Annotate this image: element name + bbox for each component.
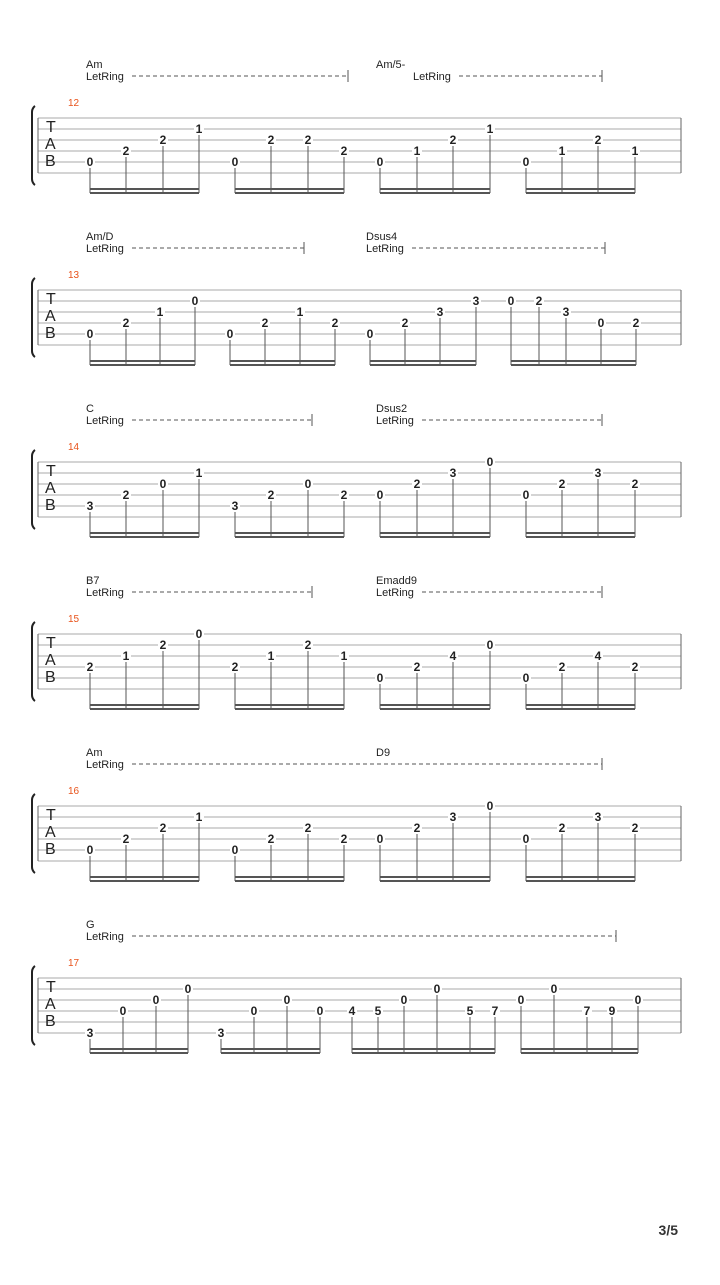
clef-t: T bbox=[46, 119, 56, 136]
fret-number: 4 bbox=[348, 1004, 356, 1018]
fret-number: 2 bbox=[267, 488, 275, 502]
fret-number: 1 bbox=[195, 122, 203, 136]
fret-number: 3 bbox=[562, 305, 570, 319]
fret-number: 2 bbox=[231, 660, 239, 674]
fret-number: 0 bbox=[376, 832, 384, 846]
fret-number: 0 bbox=[522, 488, 530, 502]
fret-number: 1 bbox=[340, 649, 348, 663]
let-ring-label: LetRing bbox=[86, 243, 124, 255]
fret-number: 4 bbox=[449, 649, 457, 663]
chord-name: D9 bbox=[376, 747, 391, 759]
fret-number: 0 bbox=[184, 982, 192, 996]
fret-number: 2 bbox=[558, 821, 566, 835]
chord-name: Am bbox=[86, 747, 103, 759]
fret-number: 3 bbox=[436, 305, 444, 319]
fret-number: 3 bbox=[231, 499, 239, 513]
fret-number: 0 bbox=[550, 982, 558, 996]
fret-number: 0 bbox=[191, 294, 199, 308]
clef-t: T bbox=[46, 291, 56, 308]
fret-number: 1 bbox=[267, 649, 275, 663]
fret-number: 1 bbox=[122, 649, 130, 663]
clef-a: A bbox=[45, 996, 56, 1013]
clef-a: A bbox=[45, 480, 56, 497]
fret-number: 1 bbox=[156, 305, 164, 319]
chord-name: Dsus2 bbox=[376, 403, 408, 415]
let-ring-label: LetRing bbox=[366, 243, 404, 255]
fret-number: 3 bbox=[594, 810, 602, 824]
fret-number: 0 bbox=[433, 982, 441, 996]
fret-number: 0 bbox=[86, 327, 94, 341]
fret-number: 0 bbox=[486, 799, 494, 813]
clef-b: B bbox=[45, 841, 56, 858]
system-bracket bbox=[32, 794, 35, 873]
clef-a: A bbox=[45, 652, 56, 669]
fret-number: 2 bbox=[631, 821, 639, 835]
fret-number: 0 bbox=[522, 832, 530, 846]
fret-number: 1 bbox=[195, 466, 203, 480]
let-ring-label: LetRing bbox=[86, 587, 124, 599]
fret-number: 0 bbox=[522, 155, 530, 169]
bar-number: 17 bbox=[68, 958, 80, 969]
fret-number: 2 bbox=[159, 638, 167, 652]
let-ring-label: LetRing bbox=[376, 415, 414, 427]
fret-number: 2 bbox=[304, 638, 312, 652]
fret-number: 2 bbox=[261, 316, 269, 330]
fret-number: 0 bbox=[86, 155, 94, 169]
fret-number: 0 bbox=[250, 1004, 258, 1018]
clef-a: A bbox=[45, 136, 56, 153]
fret-number: 1 bbox=[195, 810, 203, 824]
clef-t: T bbox=[46, 635, 56, 652]
fret-number: 0 bbox=[486, 638, 494, 652]
fret-number: 2 bbox=[632, 316, 640, 330]
bar-number: 12 bbox=[68, 98, 80, 109]
fret-number: 0 bbox=[486, 455, 494, 469]
fret-number: 1 bbox=[558, 144, 566, 158]
fret-number: 0 bbox=[231, 843, 239, 857]
fret-number: 0 bbox=[152, 993, 160, 1007]
let-ring-label: LetRing bbox=[86, 71, 124, 83]
chord-name: Dsus4 bbox=[366, 231, 398, 243]
fret-number: 0 bbox=[226, 327, 234, 341]
fret-number: 0 bbox=[400, 993, 408, 1007]
fret-number: 2 bbox=[122, 316, 130, 330]
fret-number: 0 bbox=[507, 294, 515, 308]
fret-number: 2 bbox=[413, 477, 421, 491]
fret-number: 2 bbox=[304, 133, 312, 147]
chord-name: Am/D bbox=[86, 231, 114, 243]
fret-number: 2 bbox=[401, 316, 409, 330]
fret-number: 2 bbox=[558, 477, 566, 491]
bar-number: 13 bbox=[68, 270, 80, 281]
system-bracket bbox=[32, 622, 35, 701]
fret-number: 2 bbox=[122, 488, 130, 502]
fret-number: 0 bbox=[597, 316, 605, 330]
fret-number: 2 bbox=[449, 133, 457, 147]
fret-number: 1 bbox=[486, 122, 494, 136]
fret-number: 7 bbox=[491, 1004, 499, 1018]
fret-number: 2 bbox=[267, 832, 275, 846]
let-ring-label: LetRing bbox=[413, 71, 451, 83]
clef-b: B bbox=[45, 497, 56, 514]
fret-number: 7 bbox=[583, 1004, 591, 1018]
page-number: 3/5 bbox=[658, 1222, 678, 1238]
bar-number: 15 bbox=[68, 614, 80, 625]
bar-number: 16 bbox=[68, 786, 80, 797]
let-ring-label: LetRing bbox=[86, 415, 124, 427]
fret-number: 3 bbox=[449, 810, 457, 824]
fret-number: 0 bbox=[376, 671, 384, 685]
chord-name: Am/5- bbox=[376, 59, 406, 71]
fret-number: 5 bbox=[374, 1004, 382, 1018]
fret-number: 2 bbox=[594, 133, 602, 147]
system-bracket bbox=[32, 450, 35, 529]
fret-number: 0 bbox=[159, 477, 167, 491]
fret-number: 9 bbox=[608, 1004, 616, 1018]
fret-number: 0 bbox=[517, 993, 525, 1007]
chord-name: G bbox=[86, 919, 95, 931]
fret-number: 0 bbox=[376, 488, 384, 502]
fret-number: 2 bbox=[122, 832, 130, 846]
fret-number: 3 bbox=[217, 1026, 225, 1040]
let-ring-label: LetRing bbox=[376, 587, 414, 599]
fret-number: 0 bbox=[522, 671, 530, 685]
fret-number: 2 bbox=[340, 488, 348, 502]
chord-name: C bbox=[86, 403, 94, 415]
chord-name: Am bbox=[86, 59, 103, 71]
fret-number: 2 bbox=[535, 294, 543, 308]
fret-number: 0 bbox=[195, 627, 203, 641]
let-ring-label: LetRing bbox=[86, 931, 124, 943]
fret-number: 2 bbox=[304, 821, 312, 835]
clef-b: B bbox=[45, 669, 56, 686]
fret-number: 0 bbox=[86, 843, 94, 857]
fret-number: 2 bbox=[340, 832, 348, 846]
fret-number: 2 bbox=[631, 660, 639, 674]
fret-number: 3 bbox=[86, 1026, 94, 1040]
fret-number: 0 bbox=[366, 327, 374, 341]
fret-number: 2 bbox=[558, 660, 566, 674]
fret-number: 2 bbox=[122, 144, 130, 158]
fret-number: 5 bbox=[466, 1004, 474, 1018]
fret-number: 3 bbox=[472, 294, 480, 308]
fret-number: 0 bbox=[119, 1004, 127, 1018]
fret-number: 1 bbox=[296, 305, 304, 319]
fret-number: 0 bbox=[283, 993, 291, 1007]
chord-name: B7 bbox=[86, 575, 100, 587]
fret-number: 0 bbox=[634, 993, 642, 1007]
fret-number: 2 bbox=[159, 133, 167, 147]
clef-t: T bbox=[46, 807, 56, 824]
clef-a: A bbox=[45, 824, 56, 841]
fret-number: 1 bbox=[631, 144, 639, 158]
system-bracket bbox=[32, 966, 35, 1045]
fret-number: 2 bbox=[413, 660, 421, 674]
fret-number: 0 bbox=[316, 1004, 324, 1018]
fret-number: 3 bbox=[594, 466, 602, 480]
let-ring-label: LetRing bbox=[86, 759, 124, 771]
clef-b: B bbox=[45, 325, 56, 342]
system-bracket bbox=[32, 106, 35, 185]
fret-number: 4 bbox=[594, 649, 602, 663]
fret-number: 0 bbox=[376, 155, 384, 169]
chord-name: Emadd9 bbox=[376, 575, 417, 587]
clef-t: T bbox=[46, 463, 56, 480]
fret-number: 3 bbox=[449, 466, 457, 480]
fret-number: 2 bbox=[631, 477, 639, 491]
fret-number: 1 bbox=[413, 144, 421, 158]
fret-number: 2 bbox=[331, 316, 339, 330]
fret-number: 3 bbox=[86, 499, 94, 513]
bar-number: 14 bbox=[68, 442, 80, 453]
fret-number: 2 bbox=[159, 821, 167, 835]
fret-number: 0 bbox=[304, 477, 312, 491]
clef-t: T bbox=[46, 979, 56, 996]
clef-b: B bbox=[45, 1013, 56, 1030]
fret-number: 2 bbox=[340, 144, 348, 158]
fret-number: 2 bbox=[86, 660, 94, 674]
system-bracket bbox=[32, 278, 35, 357]
clef-b: B bbox=[45, 153, 56, 170]
clef-a: A bbox=[45, 308, 56, 325]
fret-number: 2 bbox=[413, 821, 421, 835]
fret-number: 2 bbox=[267, 133, 275, 147]
fret-number: 0 bbox=[231, 155, 239, 169]
